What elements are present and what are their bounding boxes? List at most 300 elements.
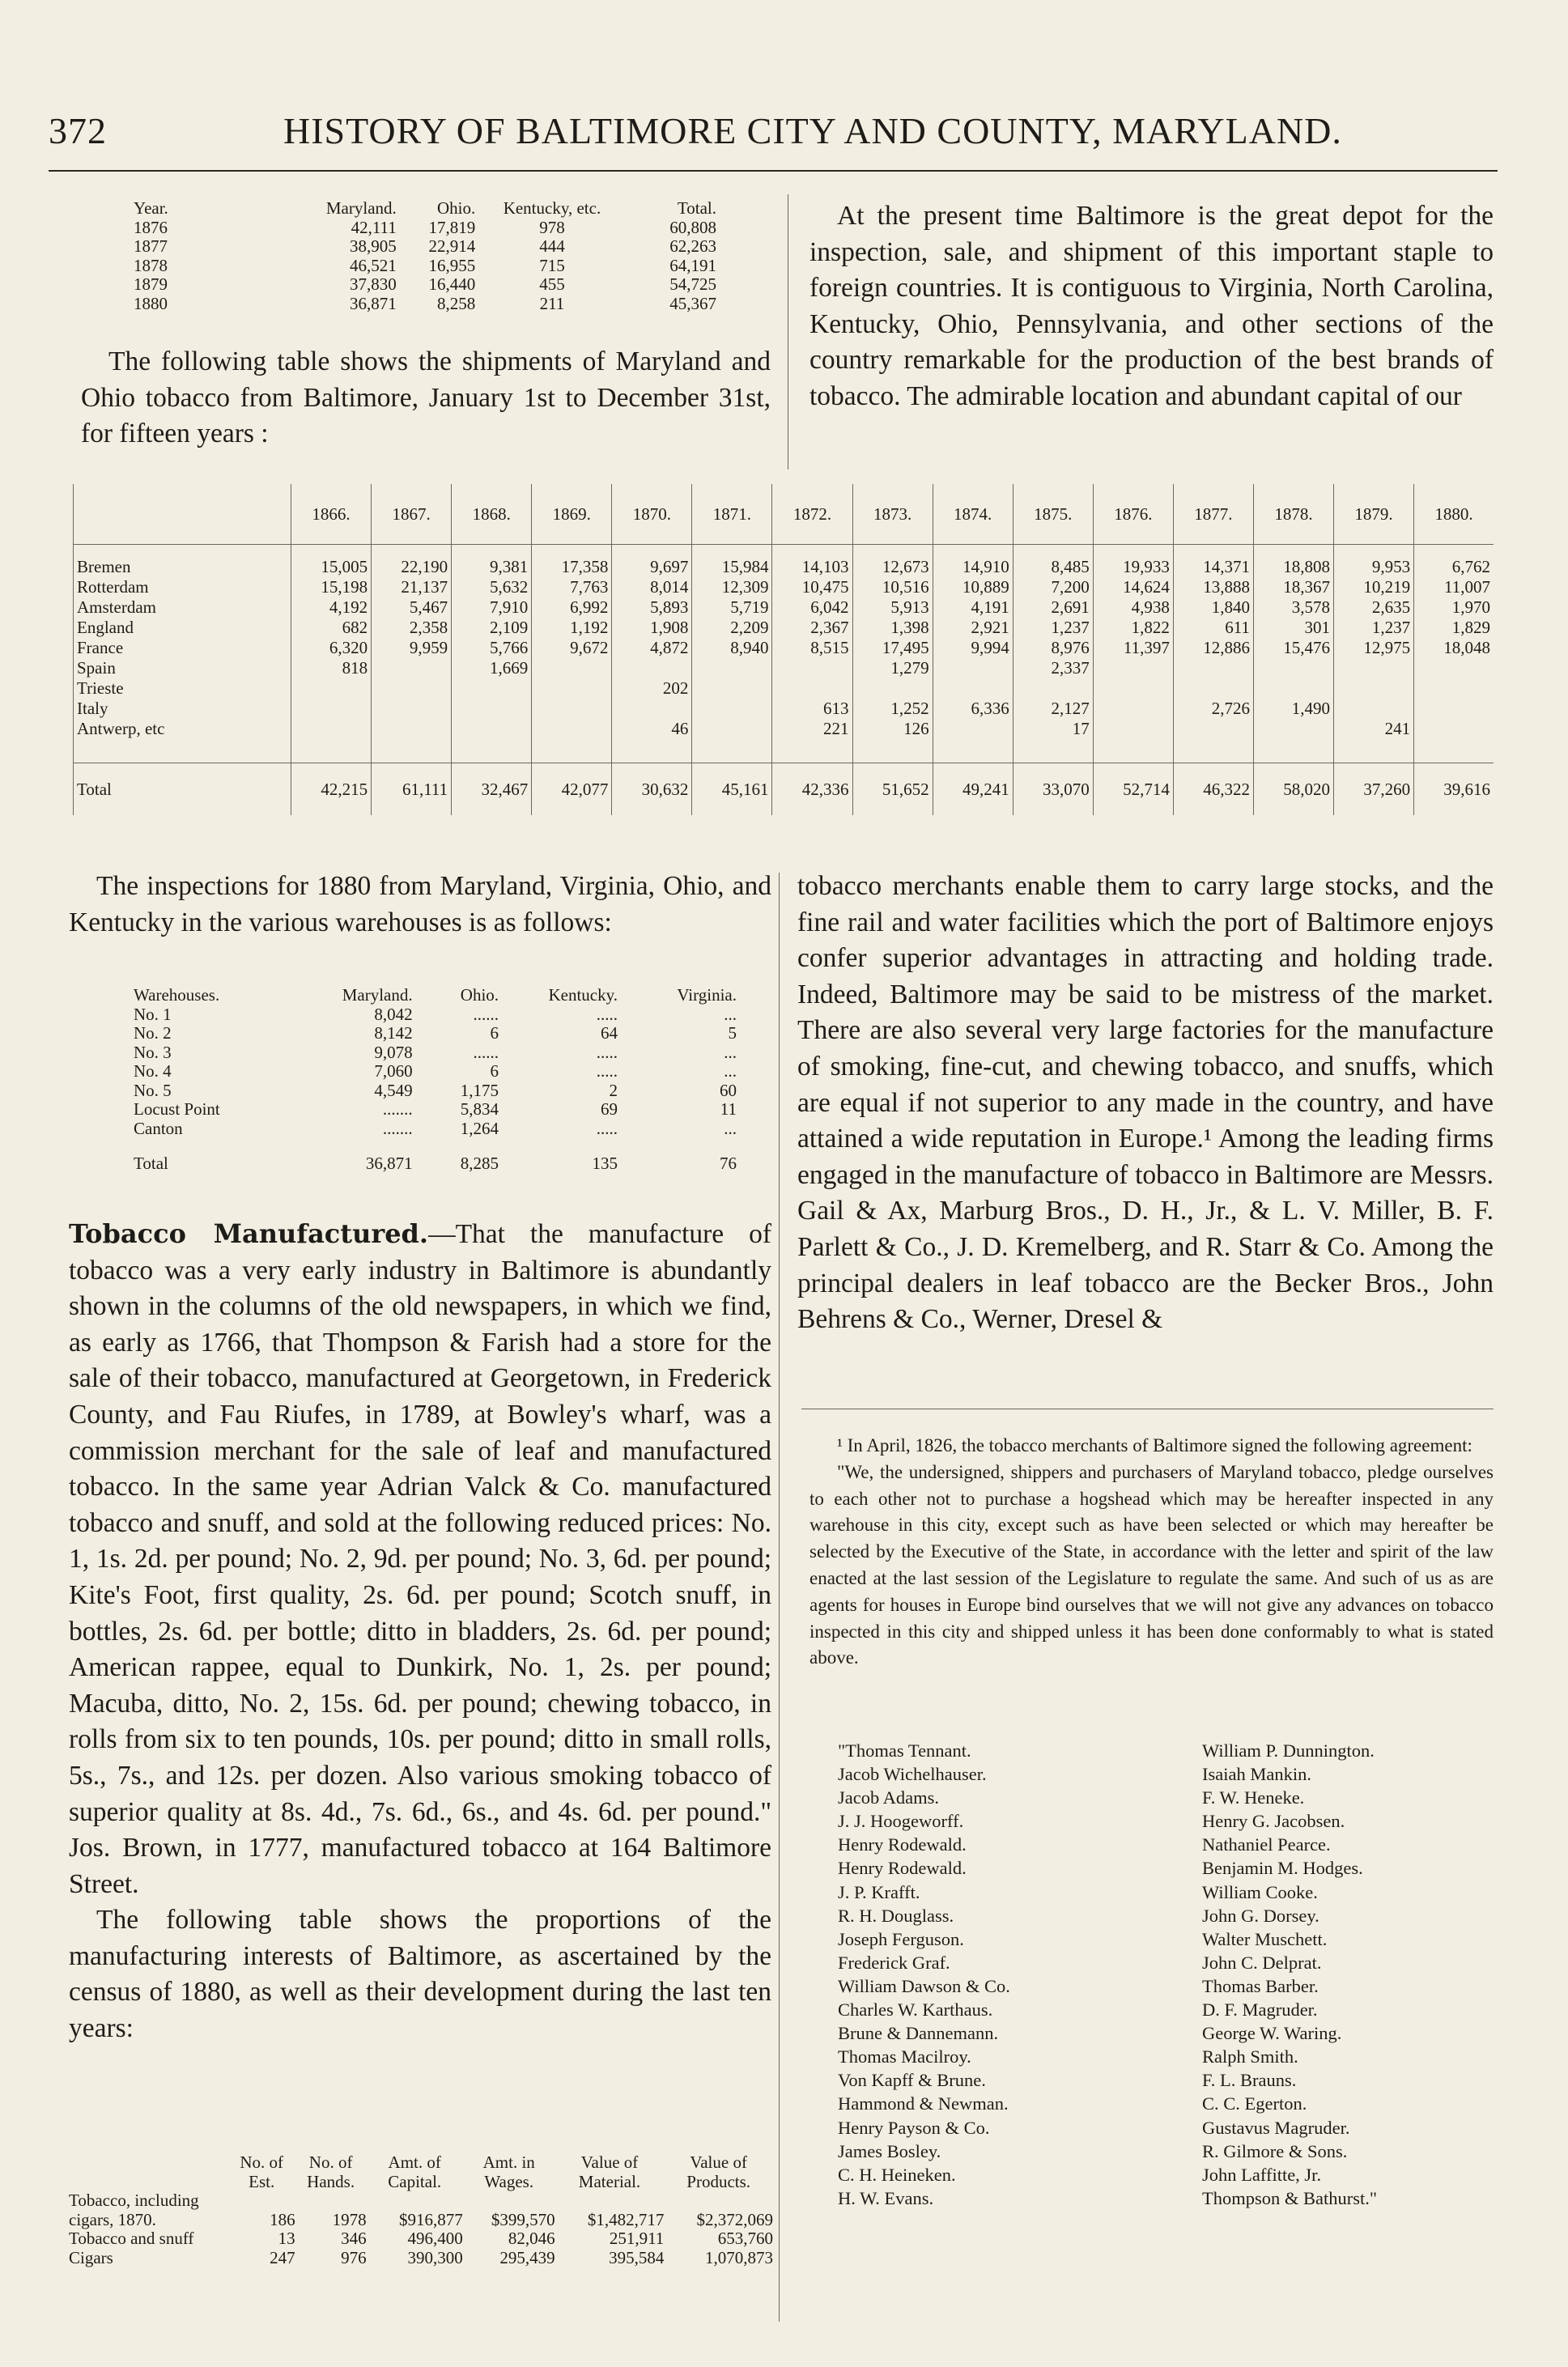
column-header: Amt. in Wages. [482, 2152, 535, 2191]
shipment-cell: 15,005 [291, 545, 372, 577]
table-row [69, 2191, 773, 2229]
place-label: Rotterdam [74, 577, 291, 597]
signer-name: Nathaniel Pearce. [1202, 1834, 1331, 1855]
place-label: Italy [74, 699, 291, 719]
shipment-cell: 19,933 [1093, 545, 1173, 577]
shipment-cell [1414, 699, 1494, 719]
shipment-cell: 10,516 [852, 577, 933, 597]
shipment-cell [372, 699, 452, 719]
column-header: Year. [134, 198, 168, 218]
ohio-cell: 16,955 [428, 255, 476, 275]
column-header-year: 1873. [852, 484, 933, 545]
shipment-cell [291, 699, 372, 719]
warehouse-label: No. 5 [134, 1080, 172, 1100]
shipment-cell: 818 [291, 658, 372, 678]
shipment-cell: 8,515 [772, 638, 852, 658]
total-cell: 45,161 [692, 763, 772, 816]
shipment-cell [772, 658, 852, 678]
manufacturing-cell: $1,482,717 [587, 2209, 665, 2229]
shipment-cell: 11,007 [1414, 577, 1494, 597]
total-cell: 46,322 [1173, 763, 1253, 816]
spacer-row [74, 739, 1494, 763]
total-cell: 76 [720, 1154, 737, 1173]
shipment-cell [452, 719, 532, 739]
place-label: Antwerp, etc [74, 719, 291, 739]
shipment-cell [852, 678, 933, 699]
signer-name: Benjamin M. Hodges. [1202, 1858, 1363, 1879]
signer-name: Henry Rodewald. [838, 1858, 967, 1879]
place-label: Trieste [74, 678, 291, 699]
total-cell: 62,263 [669, 236, 716, 256]
warehouse-label: No. 2 [134, 1023, 172, 1043]
shipment-cell [1334, 678, 1414, 699]
right-top-paragraph [809, 198, 1494, 415]
place-label: Amsterdam [74, 597, 291, 618]
manufacturing-cell: 186 [270, 2209, 295, 2229]
signer-name: Jacob Adams. [838, 1787, 939, 1808]
shipment-cell [933, 658, 1013, 678]
manufacturing-cell: 390,300 [407, 2247, 463, 2267]
inspection-cell: 2 [609, 1080, 618, 1100]
inspection-cell: 1,175 [460, 1080, 499, 1100]
manufacturing-cell: 653,760 [717, 2229, 773, 2248]
total-cell: 42,336 [772, 763, 852, 816]
total-cell: 8,285 [460, 1154, 499, 1173]
shipment-cell: 301 [1253, 618, 1333, 638]
place-label: Spain [74, 658, 291, 678]
column-header-year: 1876. [1093, 484, 1173, 545]
table-row [134, 1082, 737, 1101]
shipment-cell: 1,192 [532, 618, 612, 638]
signer-name: Frederick Graf. [838, 1952, 950, 1973]
signer-name: Thomas Barber. [1202, 1975, 1319, 1996]
inspection-cell: ..... [596, 1042, 618, 1062]
shipment-cell: 46 [612, 719, 692, 739]
inspection-cell: 69 [601, 1099, 618, 1119]
kentucky-cell: 444 [539, 236, 565, 256]
signer-name: "Thomas Tennant. [838, 1740, 971, 1761]
total-cell: 58,020 [1253, 763, 1333, 816]
shipment-cell: 21,137 [372, 577, 452, 597]
paragraph-text: The following table shows the shipments of Maryland and Ohio tobacco from Baltimore, January 1st to December 31st, for fifteen years : [81, 346, 771, 449]
column-header-year: 1870. [612, 484, 692, 545]
inspection-cell: ..... [596, 1118, 618, 1138]
kentucky-cell: 211 [539, 293, 565, 313]
total-row [134, 1138, 737, 1174]
inspections-body [134, 1005, 737, 1139]
shipment-cell: 14,371 [1173, 545, 1253, 577]
table-row [134, 295, 716, 314]
column-header-year: 1877. [1173, 484, 1253, 545]
signer-name: Hammond & Newman. [838, 2093, 1009, 2114]
maryland-cell: 42,111 [351, 217, 397, 237]
signer-name: Jacob Wichelhauser. [838, 1764, 987, 1785]
shipment-cell: 5,632 [452, 577, 532, 597]
shipment-cell: 1,829 [1414, 618, 1494, 638]
manufacturing-cell: 1978 [332, 2209, 367, 2229]
column-header-year: 1874. [933, 484, 1013, 545]
column-header-year: 1871. [692, 484, 772, 545]
column-header: Virginia. [677, 985, 737, 1005]
signer-name: Henry Payson & Co. [838, 2117, 990, 2138]
total-cell: 135 [592, 1154, 618, 1173]
inspection-cell: ... [724, 1061, 737, 1081]
section-heading: Tobacco Manufactured. [69, 1218, 429, 1249]
kentucky-cell: 978 [539, 217, 565, 237]
shipment-cell: 613 [772, 699, 852, 719]
shipment-cell: 2,337 [1013, 658, 1093, 678]
shipment-cell [933, 719, 1013, 739]
maryland-cell: 37,830 [350, 274, 397, 294]
warehouse-label: No. 3 [134, 1042, 172, 1062]
inspection-cell: 9,078 [374, 1042, 413, 1062]
table-row [134, 275, 716, 295]
shipment-cell: 18,808 [1253, 545, 1333, 577]
receipts-table [134, 199, 716, 313]
signer-name: Isaiah Mankin. [1202, 1764, 1311, 1785]
warehouse-label: Locust Point [134, 1099, 220, 1119]
signer-name: Charles W. Karthaus. [838, 1999, 993, 2021]
ohio-cell: 16,440 [428, 274, 476, 294]
signer-name: Joseph Ferguson. [838, 1928, 964, 1949]
shipment-cell: 1,822 [1093, 618, 1173, 638]
manufacturing-cell: 346 [341, 2229, 367, 2248]
year-cell: 1880 [134, 293, 168, 313]
footnote [809, 1433, 1494, 1672]
shipment-cell: 12,975 [1334, 638, 1414, 658]
manufacturing-body [69, 2191, 773, 2267]
shipment-cell: 14,910 [933, 545, 1013, 577]
total-label: Total [134, 1154, 168, 1173]
shipment-cell: 3,578 [1253, 597, 1333, 618]
shipments-table [73, 484, 1494, 815]
total-cell: 61,111 [372, 763, 452, 816]
shipment-cell: 8,014 [612, 577, 692, 597]
shipment-cell: 6,042 [772, 597, 852, 618]
manufacturing-cell: 976 [341, 2247, 367, 2267]
shipment-cell: 4,938 [1093, 597, 1173, 618]
table-header-row [134, 199, 716, 219]
signer-name: George W. Waring. [1202, 2023, 1342, 2044]
shipment-cell [692, 678, 772, 699]
year-cell: 1879 [134, 274, 168, 294]
inspection-cell: ....... [382, 1099, 413, 1119]
table-row [74, 699, 1494, 719]
shipment-cell: 202 [612, 678, 692, 699]
signers-left-column [838, 1739, 1162, 2210]
shipment-cell: 5,766 [452, 638, 532, 658]
shipment-cell: 2,209 [692, 618, 772, 638]
shipment-cell: 2,109 [452, 618, 532, 638]
manufacturing-cell: 1,070,873 [705, 2247, 773, 2267]
manufacturing-cell: $2,372,069 [696, 2209, 773, 2229]
shipment-cell: 5,467 [372, 597, 452, 618]
shipment-cell [1093, 658, 1173, 678]
inspection-cell: 8,142 [374, 1023, 413, 1043]
inspection-cell: 6 [490, 1023, 499, 1043]
shipment-cell: 2,691 [1013, 597, 1093, 618]
shipment-cell [612, 699, 692, 719]
shipment-cell: 2,358 [372, 618, 452, 638]
warehouse-label: No. 4 [134, 1061, 172, 1081]
shipment-cell: 2,127 [1013, 699, 1093, 719]
shipment-cell: 6,992 [532, 597, 612, 618]
shipment-cell [1253, 719, 1333, 739]
signer-name: C. C. Egerton. [1202, 2093, 1307, 2114]
signer-name: D. F. Magruder. [1202, 1999, 1318, 2021]
shipment-cell: 221 [772, 719, 852, 739]
shipment-cell: 4,872 [612, 638, 692, 658]
shipment-cell: 126 [852, 719, 933, 739]
table-row [74, 638, 1494, 658]
maryland-cell: 38,905 [350, 236, 397, 256]
shipment-cell: 1,237 [1334, 618, 1414, 638]
column-divider [779, 873, 780, 2322]
shipment-cell [1334, 658, 1414, 678]
signer-name: Von Kapff & Brune. [838, 2070, 986, 2091]
shipment-cell [1093, 678, 1173, 699]
table-header-row [74, 484, 1494, 545]
total-cell: 60,808 [669, 217, 716, 237]
shipment-cell [452, 678, 532, 699]
total-row [74, 763, 1494, 816]
shipment-cell: 2,921 [933, 618, 1013, 638]
shipment-cell: 1,840 [1173, 597, 1253, 618]
manufacturing-cell: 496,400 [407, 2229, 463, 2248]
column-header: Total. [677, 198, 716, 218]
shipment-cell: 611 [1173, 618, 1253, 638]
shipment-cell: 8,940 [692, 638, 772, 658]
shipment-cell [372, 658, 452, 678]
table-row [134, 237, 716, 257]
shipment-cell [1173, 719, 1253, 739]
column-header-year: 1878. [1253, 484, 1333, 545]
inspection-cell: ... [724, 1118, 737, 1138]
shipment-cell: 1,970 [1414, 597, 1494, 618]
signer-name: Henry G. Jacobsen. [1202, 1811, 1345, 1832]
inspections-table [134, 986, 737, 1174]
shipment-cell [1173, 658, 1253, 678]
shipments-body [74, 545, 1494, 816]
total-cell: 51,652 [852, 763, 933, 816]
column-header [69, 2153, 228, 2191]
manufacturing-cell: $916,877 [399, 2209, 463, 2229]
paragraph-text: —That the manufacture of tobacco was a very early industry in Baltimore is abundantly shown in the columns of the old newspapers, in which we find, as early as 1766, that Thompson & Farish had a store for the sale of their tobacco, manufactured at Georgetown, in Frederick County, and Fau Riufes, in 1789, at Bowley's wharf, was a commission merchant for the sale of leaf and manufactured tobacco. In the same year Adrian Valck & Co. manufactured tobacco and snuff, and sold at the following reduced prices: No. 1, 1s. 2d. per pound; No. 2, 9d. per pound; No. 3, 6d. per pound; Kite's Foot, first quality, 2s. 6d. per pound; Scotch snuff, in bottles, 2s. 6d. per bottle; ditto in bladders, 2s. 6d. per pound; American rappee, equal to Dunkirk, No. 1, 2s. per pound; Macuba, ditto, No. 2, 15s. 6d. per pound; chewing tobacco, in rolls from six to ten pounds, 10s. per pound; ditto in small rolls, 5s., 7s., and 12s. per dozen. Also various smoking tobacco of superior quality at 8s. 4d., 7s. 6d., 6s., and 4s. 6d. per pound." Jos. Brown, in 1777, manufactured tobacco at 164 Baltimore Street. [69, 1219, 771, 1899]
shipment-cell: 5,913 [852, 597, 933, 618]
place-label: France [74, 638, 291, 658]
signer-name: J. P. Krafft. [838, 1881, 920, 1902]
shipment-cell: 1,398 [852, 618, 933, 638]
inspection-cell: ..... [596, 1004, 618, 1024]
table-row [74, 545, 1494, 577]
shipment-cell: 1,252 [852, 699, 933, 719]
manufacturing-cell: 82,046 [508, 2229, 555, 2248]
shipment-cell [772, 678, 852, 699]
shipment-cell: 9,697 [612, 545, 692, 577]
shipment-cell [532, 699, 612, 719]
place-label: Bremen [74, 545, 291, 577]
maryland-cell: 36,871 [350, 293, 397, 313]
table-header-row [134, 986, 737, 1005]
paragraph-text: The inspections for 1880 from Maryland, Virginia, Ohio, and Kentucky in the various warehouses is as follows: [69, 871, 771, 937]
column-header-year: 1868. [452, 484, 532, 545]
shipment-cell [933, 678, 1013, 699]
shipment-cell: 1,237 [1013, 618, 1093, 638]
shipment-cell [532, 719, 612, 739]
manufacturing-table [69, 2153, 773, 2267]
total-cell: 33,070 [1013, 763, 1093, 816]
footnote-quote: "We, the undersigned, shippers and purchasers of Maryland tobacco, pledge ourselves to each other not to purchase a hogshead which may be hereafter inspected in any warehouse in this city, except such as have been selected or which may hereafter be selected by the Executive of the State, in accordance with the letter and spirit of the law enacted at the last session of the Legislature to regulate the same. And such of us as are agents for houses in Europe bind ourselves that we will not give any advances on tobacco inspected in this city and shipped unless it has been done conformably to what is stated above. [809, 1461, 1494, 1668]
shipment-cell: 14,103 [772, 545, 852, 577]
shipment-cell: 6,320 [291, 638, 372, 658]
inspection-cell: 5 [728, 1023, 737, 1043]
shipment-cell: 22,190 [372, 545, 452, 577]
shipment-cell: 241 [1334, 719, 1414, 739]
shipment-cell: 9,959 [372, 638, 452, 658]
footnote-intro: ¹ In April, 1826, the tobacco merchants of Baltimore signed the following agreement: [837, 1435, 1472, 1455]
column-header-year: 1869. [532, 484, 612, 545]
table-row [69, 2249, 773, 2268]
shipment-cell [1414, 658, 1494, 678]
manufacturing-cell: 295,439 [499, 2247, 555, 2267]
manufacturing-cell: 13 [278, 2229, 295, 2248]
inspection-cell: ...... [473, 1004, 499, 1024]
industry-label: Tobacco, including cigars, 1870. [69, 2191, 199, 2229]
shipment-cell [612, 658, 692, 678]
shipment-cell [1093, 719, 1173, 739]
column-header: Kentucky, etc. [503, 198, 601, 218]
total-label: Total [74, 763, 291, 816]
column-header: Value of Products. [686, 2152, 751, 2191]
shipment-cell: 2,367 [772, 618, 852, 638]
shipment-cell [1414, 678, 1494, 699]
shipment-cell [452, 699, 532, 719]
signer-name: Thompson & Bathurst." [1202, 2187, 1378, 2208]
total-cell: 37,260 [1334, 763, 1414, 816]
total-cell: 64,191 [669, 255, 716, 275]
inspection-cell: 5,834 [460, 1099, 499, 1119]
shipment-cell [1253, 658, 1333, 678]
shipment-cell: 17,358 [532, 545, 612, 577]
total-cell: 54,725 [669, 274, 716, 294]
shipment-cell [1013, 678, 1093, 699]
signer-name: R. Gilmore & Sons. [1202, 2140, 1348, 2161]
table-row [74, 577, 1494, 597]
shipment-cell: 2,635 [1334, 597, 1414, 618]
total-cell: 30,632 [612, 763, 692, 816]
signer-name: R. H. Douglass. [838, 1905, 954, 1926]
shipment-cell: 1,490 [1253, 699, 1333, 719]
column-header: Maryland. [325, 198, 397, 218]
column-header-place [74, 484, 291, 545]
paragraph-text: At the present time Baltimore is the great depot for the inspection, sale, and shipment of this important staple to foreign countries. It is contiguous to Virginia, North Carolina, Kentucky, Ohio, Pennsylvania, and other sections of the country remarkable for the production of the best brands of tobacco. The admirable location and abundant capital of our [809, 201, 1494, 411]
total-cell: 42,215 [291, 763, 372, 816]
table-row [134, 1043, 737, 1063]
total-cell: 52,714 [1093, 763, 1173, 816]
shipment-cell [1253, 678, 1333, 699]
total-cell: 42,077 [532, 763, 612, 816]
warehouse-label: Canton [134, 1118, 183, 1138]
column-header-year: 1866. [291, 484, 372, 545]
shipment-cell: 10,889 [933, 577, 1013, 597]
signer-name: Gustavus Magruder. [1202, 2117, 1350, 2138]
inspection-cell: 7,060 [374, 1061, 413, 1081]
shipment-cell: 10,475 [772, 577, 852, 597]
kentucky-cell: 715 [539, 255, 565, 275]
shipment-cell [372, 678, 452, 699]
signer-name: J. J. Hoogeworff. [838, 1811, 964, 1832]
shipment-cell: 8,485 [1013, 545, 1093, 577]
signer-name: F. L. Brauns. [1202, 2070, 1297, 2091]
signer-name: Henry Rodewald. [838, 1834, 967, 1855]
table-row [74, 597, 1494, 618]
column-header: Ohio. [460, 985, 499, 1005]
running-title: HISTORY OF BALTIMORE CITY AND COUNTY, MARYLAND. [283, 110, 1342, 151]
signer-name: H. W. Evans. [838, 2187, 934, 2208]
proportions-intro-paragraph: The following table shows the proportions of the manufacturing interests of Baltimore, as ascertained by the census of 1880, as well as their development during the last ten years: [69, 1905, 771, 2044]
column-header: No. of Hands. [307, 2152, 355, 2191]
year-cell: 1878 [134, 255, 168, 275]
shipment-cell: 9,994 [933, 638, 1013, 658]
column-header: Value of Material. [578, 2152, 641, 2191]
shipment-cell: 18,048 [1414, 638, 1494, 658]
shipment-cell: 4,192 [291, 597, 372, 618]
shipment-cell: 5,893 [612, 597, 692, 618]
shipment-cell [1173, 678, 1253, 699]
table-row [74, 678, 1494, 699]
maryland-cell: 46,521 [350, 255, 397, 275]
shipment-cell: 5,719 [692, 597, 772, 618]
table-row [134, 219, 716, 238]
table-row [134, 1062, 737, 1082]
table-row [134, 257, 716, 276]
signer-name: John G. Dorsey. [1202, 1905, 1319, 1926]
signer-name: James Bosley. [838, 2140, 941, 2161]
inspections-intro-paragraph [69, 869, 771, 941]
shipment-cell [692, 699, 772, 719]
signer-name: F. W. Heneke. [1202, 1787, 1305, 1808]
shipment-cell [291, 678, 372, 699]
industry-label: Tobacco and snuff [69, 2229, 194, 2248]
inspection-cell: 6 [490, 1061, 499, 1081]
table-row [74, 618, 1494, 638]
column-header: No. of Est. [240, 2152, 284, 2191]
shipment-cell: 17,495 [852, 638, 933, 658]
manufacturing-cell: 247 [270, 2247, 295, 2267]
shipments-intro-paragraph [81, 344, 771, 453]
inspection-cell: ..... [596, 1061, 618, 1081]
manufacturing-cell: 251,911 [609, 2229, 665, 2248]
shipment-cell: 12,886 [1173, 638, 1253, 658]
shipment-cell: 10,219 [1334, 577, 1414, 597]
signer-name: William P. Dunnington. [1202, 1740, 1375, 1761]
column-header: Amt. of Capital. [388, 2152, 442, 2191]
manufacturing-cell: $399,570 [491, 2209, 555, 2229]
shipment-cell: 15,198 [291, 577, 372, 597]
ohio-cell: 8,258 [436, 293, 476, 313]
inspection-cell: 64 [601, 1023, 618, 1043]
shipment-cell: 13,888 [1173, 577, 1253, 597]
shipment-cell: 9,953 [1334, 545, 1414, 577]
column-header-year: 1872. [772, 484, 852, 545]
column-header-year: 1867. [372, 484, 452, 545]
shipment-cell [372, 719, 452, 739]
shipment-cell: 7,200 [1013, 577, 1093, 597]
table-row [134, 1100, 737, 1120]
total-cell: 49,241 [933, 763, 1013, 816]
shipment-cell: 4,191 [933, 597, 1013, 618]
ohio-cell: 17,819 [428, 217, 476, 237]
